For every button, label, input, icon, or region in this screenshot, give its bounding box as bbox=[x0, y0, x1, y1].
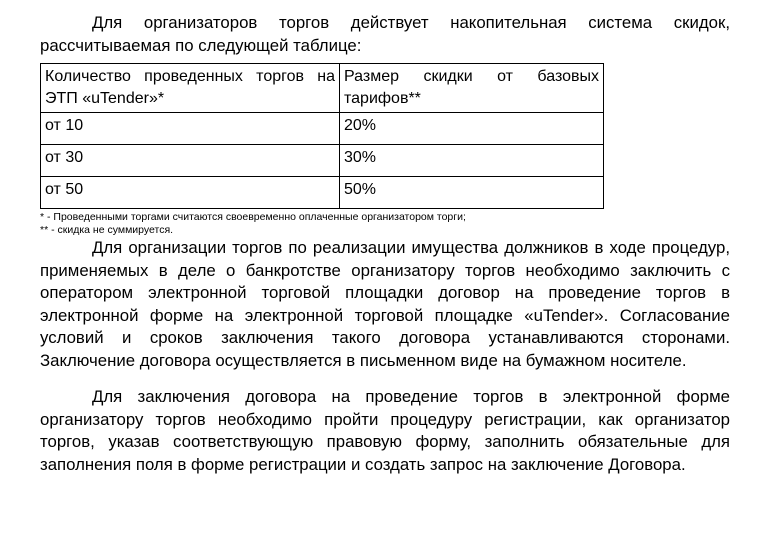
table-row bbox=[41, 177, 604, 209]
contract-paragraph: Для организации торгов по реализации имущества должников в ходе процедур, применяемых в деле о банкротстве организатору торгов необходимо заключить с оператором электронной торговой площадки договор на проведение торгов в электронной форме на электронной торговой площадке «uTender». Согласование условий и сроков заключения такого договора устанавливаются сторонами. Заключение договора осуществляется в письменном виде на бумажном носителе. bbox=[40, 238, 730, 370]
footnote-no-summation: ** - скидка не суммируется. bbox=[40, 224, 174, 236]
table-row bbox=[41, 145, 604, 177]
cell-trades-count: от 50 bbox=[41, 177, 340, 209]
paragraph-spacer bbox=[40, 372, 730, 386]
header-trades-count: Количество проведенных торгов на ЭТП «uTender»* bbox=[41, 64, 340, 113]
footnote-processed-trades: * - Проведенными торгами считаются своевременно оплаченные организатором торги; bbox=[40, 211, 466, 223]
cell-discount: 30% bbox=[340, 145, 604, 177]
footnotes bbox=[40, 211, 730, 237]
registration-paragraph: Для заключения договора на проведение торгов в электронной форме организатору торгов необходимо пройти процедуру регистрации, как организатор торгов, указав соответствующую правовую форму, заполнить обязательные для заполнения поля в форме регистрации и создать запрос на заключение Договора. bbox=[40, 387, 730, 474]
cell-trades-count: от 10 bbox=[41, 113, 340, 145]
intro-paragraph: Для организаторов торгов действует накопительная система скидок, рассчитываемая по следующей таблице: bbox=[40, 13, 730, 55]
document-page bbox=[40, 12, 730, 476]
header-discount-size: Размер скидки от базовых тарифов** bbox=[340, 64, 604, 113]
cell-trades-count: от 30 bbox=[41, 145, 340, 177]
discount-table bbox=[40, 63, 604, 209]
table-header-row bbox=[41, 64, 604, 113]
cell-discount: 50% bbox=[340, 177, 604, 209]
cell-discount: 20% bbox=[340, 113, 604, 145]
table-row bbox=[41, 113, 604, 145]
